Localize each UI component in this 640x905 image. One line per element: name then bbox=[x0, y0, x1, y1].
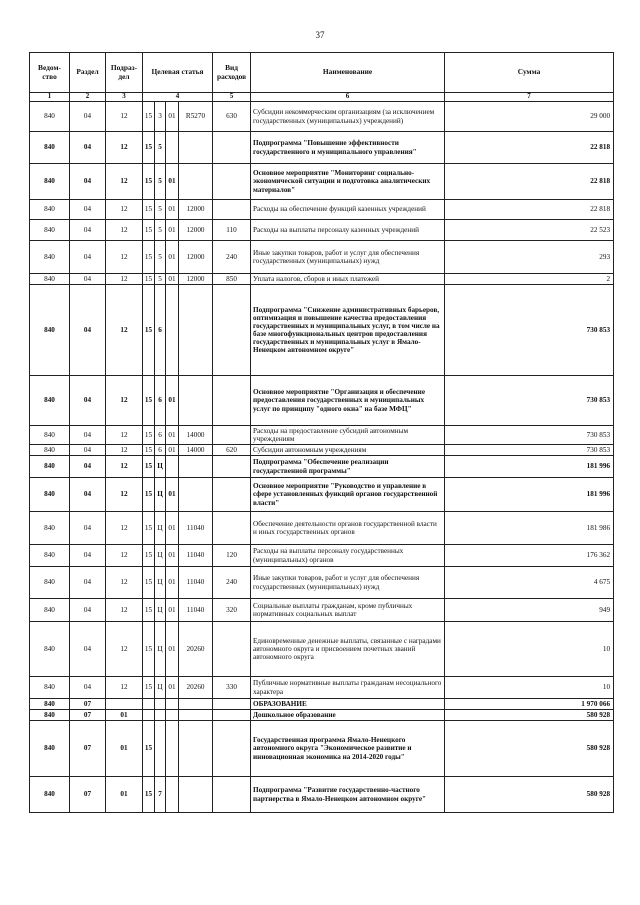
cell-sum: 10 bbox=[445, 677, 614, 699]
cell-expense-type bbox=[213, 164, 251, 200]
header-dept: Ведом-ство bbox=[30, 53, 70, 93]
cell-dept: 840 bbox=[30, 456, 70, 478]
cell-section: 04 bbox=[70, 456, 106, 478]
cell-name: Основное мероприятие "Мониторинг социально-экономической ситуации и подготовка аналитических материалов" bbox=[251, 164, 445, 200]
cell-subsection: 01 bbox=[106, 710, 143, 721]
table-row bbox=[30, 545, 614, 567]
cell-expense-type: 240 bbox=[213, 567, 251, 599]
cell-expense-type: 630 bbox=[213, 102, 251, 132]
cell-dept: 840 bbox=[30, 478, 70, 512]
cell-expense-type bbox=[213, 376, 251, 426]
cell-target-activity: 01 bbox=[166, 545, 179, 567]
cell-sum: 181 986 bbox=[445, 512, 614, 545]
cell-name: Единовременные денежные выплаты, связанные с наградами автономного округа и присвоением почетных званий автономного округа bbox=[251, 622, 445, 677]
cell-target-direction bbox=[179, 710, 213, 721]
cell-subsection: 12 bbox=[106, 220, 143, 241]
cell-dept: 840 bbox=[30, 426, 70, 445]
page-number: 37 bbox=[315, 30, 325, 40]
table-row bbox=[30, 285, 614, 376]
cell-target-program: 15 bbox=[143, 102, 155, 132]
cell-target-activity: 01 bbox=[166, 376, 179, 426]
cell-sum: 730 853 bbox=[445, 376, 614, 426]
cell-target-direction: 12000 bbox=[179, 220, 213, 241]
cell-expense-type bbox=[213, 456, 251, 478]
cell-section: 04 bbox=[70, 478, 106, 512]
cell-target-subprogram: Ц bbox=[155, 545, 166, 567]
cell-target-subprogram: 6 bbox=[155, 376, 166, 426]
cell-target-direction bbox=[179, 285, 213, 376]
cell-sum: 949 bbox=[445, 599, 614, 622]
cell-subsection: 12 bbox=[106, 567, 143, 599]
table-row bbox=[30, 132, 614, 164]
cell-target-program: 15 bbox=[143, 285, 155, 376]
table-body bbox=[30, 102, 614, 813]
cell-subsection: 12 bbox=[106, 426, 143, 445]
cell-target-direction bbox=[179, 132, 213, 164]
cell-target-program: 15 bbox=[143, 599, 155, 622]
cell-target-direction: 11040 bbox=[179, 599, 213, 622]
cell-target-activity bbox=[166, 699, 179, 710]
cell-target-direction: 14000 bbox=[179, 445, 213, 456]
cell-expense-type bbox=[213, 710, 251, 721]
cell-target-subprogram: 6 bbox=[155, 426, 166, 445]
cell-target-program: 15 bbox=[143, 567, 155, 599]
cell-section: 04 bbox=[70, 376, 106, 426]
header-name: Наименование bbox=[251, 53, 445, 93]
cell-target-direction: 11040 bbox=[179, 567, 213, 599]
cell-target-subprogram: 6 bbox=[155, 445, 166, 456]
cell-section: 04 bbox=[70, 677, 106, 699]
cell-target-direction: 14000 bbox=[179, 426, 213, 445]
cell-dept: 840 bbox=[30, 274, 70, 285]
cell-target-direction: 12000 bbox=[179, 274, 213, 285]
cell-target-activity: 01 bbox=[166, 677, 179, 699]
cell-target-activity: 01 bbox=[166, 567, 179, 599]
cell-target-activity: 01 bbox=[166, 426, 179, 445]
cell-target-activity bbox=[166, 456, 179, 478]
cell-target-direction bbox=[179, 721, 213, 777]
table-row bbox=[30, 200, 614, 220]
column-number: 4 bbox=[143, 93, 213, 102]
cell-target-activity: 01 bbox=[166, 102, 179, 132]
cell-target-subprogram: 5 bbox=[155, 132, 166, 164]
cell-target-subprogram: Ц bbox=[155, 567, 166, 599]
cell-target-activity bbox=[166, 777, 179, 813]
cell-subsection: 12 bbox=[106, 274, 143, 285]
cell-expense-type bbox=[213, 777, 251, 813]
cell-target-program: 15 bbox=[143, 164, 155, 200]
table-row bbox=[30, 164, 614, 200]
cell-target-program: 15 bbox=[143, 200, 155, 220]
cell-sum: 580 928 bbox=[445, 777, 614, 813]
budget-table bbox=[29, 52, 614, 813]
cell-dept: 840 bbox=[30, 102, 70, 132]
cell-subsection: 12 bbox=[106, 285, 143, 376]
cell-sum: 22 818 bbox=[445, 164, 614, 200]
cell-target-direction: 20260 bbox=[179, 677, 213, 699]
cell-target-program bbox=[143, 699, 155, 710]
cell-section: 07 bbox=[70, 710, 106, 721]
cell-dept: 840 bbox=[30, 599, 70, 622]
cell-section: 04 bbox=[70, 567, 106, 599]
cell-target-program: 15 bbox=[143, 545, 155, 567]
table-row bbox=[30, 777, 614, 813]
cell-target-subprogram bbox=[155, 721, 166, 777]
cell-target-activity: 01 bbox=[166, 599, 179, 622]
cell-target-program: 15 bbox=[143, 478, 155, 512]
cell-name: Субсидии некоммерческим организациям (за исключением государственных (муниципальных) учреждений) bbox=[251, 102, 445, 132]
cell-sum: 730 853 bbox=[445, 445, 614, 456]
column-number: 6 bbox=[251, 93, 445, 102]
cell-expense-type bbox=[213, 478, 251, 512]
cell-section: 07 bbox=[70, 699, 106, 710]
cell-expense-type: 850 bbox=[213, 274, 251, 285]
cell-subsection: 12 bbox=[106, 132, 143, 164]
cell-target-program: 15 bbox=[143, 376, 155, 426]
table-row bbox=[30, 426, 614, 445]
cell-dept: 840 bbox=[30, 699, 70, 710]
cell-target-direction: 12000 bbox=[179, 200, 213, 220]
cell-target-program: 15 bbox=[143, 426, 155, 445]
table-row bbox=[30, 699, 614, 710]
cell-name: Иные закупки товаров, работ и услуг для обеспечения государственных (муниципальных) нужд bbox=[251, 567, 445, 599]
cell-target-subprogram: 7 bbox=[155, 777, 166, 813]
cell-target-direction bbox=[179, 164, 213, 200]
header-sum: Сумма bbox=[445, 53, 614, 93]
cell-dept: 840 bbox=[30, 777, 70, 813]
cell-dept: 840 bbox=[30, 164, 70, 200]
cell-target-program bbox=[143, 710, 155, 721]
cell-sum: 22 523 bbox=[445, 220, 614, 241]
cell-subsection: 12 bbox=[106, 622, 143, 677]
cell-subsection: 12 bbox=[106, 445, 143, 456]
cell-expense-type bbox=[213, 721, 251, 777]
cell-target-direction bbox=[179, 376, 213, 426]
table-row bbox=[30, 274, 614, 285]
cell-section: 04 bbox=[70, 545, 106, 567]
cell-dept: 840 bbox=[30, 710, 70, 721]
cell-target-program: 15 bbox=[143, 274, 155, 285]
cell-expense-type bbox=[213, 699, 251, 710]
cell-dept: 840 bbox=[30, 376, 70, 426]
table-row bbox=[30, 710, 614, 721]
cell-name: Расходы на выплаты персоналу государственных (муниципальных) органов bbox=[251, 545, 445, 567]
cell-target-program: 15 bbox=[143, 622, 155, 677]
cell-target-subprogram: Ц bbox=[155, 622, 166, 677]
cell-sum: 10 bbox=[445, 622, 614, 677]
cell-section: 07 bbox=[70, 721, 106, 777]
cell-sum: 580 928 bbox=[445, 721, 614, 777]
cell-target-program: 15 bbox=[143, 132, 155, 164]
cell-sum: 181 996 bbox=[445, 478, 614, 512]
cell-target-program: 15 bbox=[143, 512, 155, 545]
cell-target-program: 15 bbox=[143, 777, 155, 813]
cell-subsection: 12 bbox=[106, 241, 143, 274]
cell-dept: 840 bbox=[30, 567, 70, 599]
cell-subsection: 12 bbox=[106, 545, 143, 567]
cell-dept: 840 bbox=[30, 677, 70, 699]
table-row bbox=[30, 241, 614, 274]
cell-name: Подпрограмма "Развитие государственно-частного партнерства в Ямало-Ненецком автономном округе" bbox=[251, 777, 445, 813]
cell-name: Расходы на предоставление субсидий автономным учреждениям bbox=[251, 426, 445, 445]
cell-dept: 840 bbox=[30, 241, 70, 274]
cell-target-program: 15 bbox=[143, 445, 155, 456]
cell-name: Иные закупки товаров, работ и услуг для обеспечения государственных (муниципальных) нужд bbox=[251, 241, 445, 274]
cell-name: Основное мероприятие "Организация и обеспечение предоставления государственных и муниципальных услуг по принципу "одного окна" на базе МФЦ" bbox=[251, 376, 445, 426]
table-row bbox=[30, 721, 614, 777]
cell-section: 04 bbox=[70, 512, 106, 545]
header-exp-type: Вид расходов bbox=[213, 53, 251, 93]
table-row bbox=[30, 599, 614, 622]
cell-target-program: 15 bbox=[143, 220, 155, 241]
cell-target-direction bbox=[179, 699, 213, 710]
cell-section: 04 bbox=[70, 241, 106, 274]
cell-target-subprogram: Ц bbox=[155, 677, 166, 699]
cell-name: Дошкольное образование bbox=[251, 710, 445, 721]
cell-target-subprogram: Ц bbox=[155, 599, 166, 622]
cell-sum: 1 970 066 bbox=[445, 699, 614, 710]
cell-expense-type: 240 bbox=[213, 241, 251, 274]
cell-target-activity bbox=[166, 710, 179, 721]
cell-expense-type: 120 bbox=[213, 545, 251, 567]
cell-target-subprogram: 5 bbox=[155, 274, 166, 285]
cell-subsection: 12 bbox=[106, 102, 143, 132]
cell-expense-type bbox=[213, 200, 251, 220]
cell-subsection: 01 bbox=[106, 777, 143, 813]
cell-target-subprogram: 6 bbox=[155, 285, 166, 376]
cell-target-subprogram: 5 bbox=[155, 220, 166, 241]
cell-name: ОБРАЗОВАНИЕ bbox=[251, 699, 445, 710]
cell-subsection: 12 bbox=[106, 478, 143, 512]
cell-sum: 22 818 bbox=[445, 132, 614, 164]
cell-target-activity: 01 bbox=[166, 445, 179, 456]
cell-target-direction: 12000 bbox=[179, 241, 213, 274]
table-row bbox=[30, 622, 614, 677]
table-row bbox=[30, 567, 614, 599]
cell-sum: 4 675 bbox=[445, 567, 614, 599]
table-row bbox=[30, 677, 614, 699]
table-row bbox=[30, 456, 614, 478]
cell-expense-type bbox=[213, 426, 251, 445]
cell-target-activity: 01 bbox=[166, 512, 179, 545]
cell-target-direction bbox=[179, 777, 213, 813]
cell-target-direction: 20260 bbox=[179, 622, 213, 677]
cell-section: 04 bbox=[70, 622, 106, 677]
table-row bbox=[30, 376, 614, 426]
cell-sum: 22 818 bbox=[445, 200, 614, 220]
cell-expense-type bbox=[213, 622, 251, 677]
cell-section: 04 bbox=[70, 220, 106, 241]
cell-subsection: 12 bbox=[106, 677, 143, 699]
cell-dept: 840 bbox=[30, 445, 70, 456]
cell-name: Публичные нормативные выплаты гражданам несоциального характера bbox=[251, 677, 445, 699]
cell-expense-type bbox=[213, 285, 251, 376]
header-subsection: Подраз-дел bbox=[106, 53, 143, 93]
cell-section: 04 bbox=[70, 599, 106, 622]
cell-target-program: 15 bbox=[143, 456, 155, 478]
cell-section: 04 bbox=[70, 200, 106, 220]
table-row bbox=[30, 512, 614, 545]
cell-target-activity: 01 bbox=[166, 220, 179, 241]
cell-sum: 2 bbox=[445, 274, 614, 285]
cell-section: 04 bbox=[70, 164, 106, 200]
cell-section: 04 bbox=[70, 132, 106, 164]
column-number: 1 bbox=[30, 93, 70, 102]
cell-expense-type: 320 bbox=[213, 599, 251, 622]
cell-target-direction: 11040 bbox=[179, 512, 213, 545]
cell-subsection: 12 bbox=[106, 376, 143, 426]
cell-target-program: 15 bbox=[143, 241, 155, 274]
column-number: 2 bbox=[70, 93, 106, 102]
column-number-row bbox=[30, 93, 614, 102]
cell-dept: 840 bbox=[30, 545, 70, 567]
cell-section: 04 bbox=[70, 274, 106, 285]
cell-target-subprogram: Ц bbox=[155, 456, 166, 478]
cell-subsection: 12 bbox=[106, 456, 143, 478]
cell-dept: 840 bbox=[30, 220, 70, 241]
cell-dept: 840 bbox=[30, 512, 70, 545]
cell-sum: 181 996 bbox=[445, 456, 614, 478]
cell-subsection bbox=[106, 699, 143, 710]
cell-target-subprogram bbox=[155, 710, 166, 721]
cell-expense-type: 330 bbox=[213, 677, 251, 699]
cell-target-direction: 11040 bbox=[179, 545, 213, 567]
column-number: 3 bbox=[106, 93, 143, 102]
cell-subsection: 12 bbox=[106, 512, 143, 545]
table-row bbox=[30, 445, 614, 456]
cell-name: Подпрограмма "Обеспечение реализации государственной программы" bbox=[251, 456, 445, 478]
cell-sum: 580 928 bbox=[445, 710, 614, 721]
cell-expense-type bbox=[213, 512, 251, 545]
cell-subsection: 12 bbox=[106, 200, 143, 220]
cell-target-subprogram: 5 bbox=[155, 164, 166, 200]
cell-name: Подпрограмма "Повышение эффективности государственного и муниципального управления" bbox=[251, 132, 445, 164]
cell-target-activity bbox=[166, 132, 179, 164]
header-section: Раздел bbox=[70, 53, 106, 93]
cell-subsection: 12 bbox=[106, 599, 143, 622]
cell-sum: 176 362 bbox=[445, 545, 614, 567]
cell-name: Основное мероприятие "Руководство и управление в сфере установленных функций органов государственной власти" bbox=[251, 478, 445, 512]
cell-dept: 840 bbox=[30, 622, 70, 677]
header-row bbox=[30, 53, 614, 93]
cell-section: 04 bbox=[70, 445, 106, 456]
cell-target-activity: 01 bbox=[166, 478, 179, 512]
cell-target-direction bbox=[179, 456, 213, 478]
cell-name: Расходы на обеспечение функций казенных учреждений bbox=[251, 200, 445, 220]
cell-target-activity: 01 bbox=[166, 274, 179, 285]
cell-name: Субсидии автономным учреждениям bbox=[251, 445, 445, 456]
cell-target-activity bbox=[166, 721, 179, 777]
cell-target-subprogram: Ц bbox=[155, 512, 166, 545]
cell-sum: 730 853 bbox=[445, 426, 614, 445]
cell-target-direction bbox=[179, 478, 213, 512]
cell-target-program: 15 bbox=[143, 721, 155, 777]
cell-expense-type: 110 bbox=[213, 220, 251, 241]
cell-section: 04 bbox=[70, 426, 106, 445]
cell-target-program: 15 bbox=[143, 677, 155, 699]
cell-target-subprogram: 5 bbox=[155, 241, 166, 274]
cell-target-subprogram bbox=[155, 699, 166, 710]
column-number: 5 bbox=[213, 93, 251, 102]
cell-target-activity: 01 bbox=[166, 164, 179, 200]
cell-section: 04 bbox=[70, 285, 106, 376]
cell-section: 07 bbox=[70, 777, 106, 813]
cell-name: Уплата налогов, сборов и иных платежей bbox=[251, 274, 445, 285]
cell-name: Расходы на выплаты персоналу казенных учреждений bbox=[251, 220, 445, 241]
cell-name: Социальные выплаты гражданам, кроме публичных нормативных социальных выплат bbox=[251, 599, 445, 622]
cell-name: Государственная программа Ямало-Ненецкого автономного округа "Экономическое развитие и инновационная экономика на 2014-2020 годы" bbox=[251, 721, 445, 777]
table-row bbox=[30, 102, 614, 132]
cell-subsection: 12 bbox=[106, 164, 143, 200]
cell-subsection: 01 bbox=[106, 721, 143, 777]
cell-section: 04 bbox=[70, 102, 106, 132]
cell-target-activity bbox=[166, 285, 179, 376]
cell-dept: 840 bbox=[30, 200, 70, 220]
cell-name: Подпрограмма "Снижение административных барьеров, оптимизация и повышение качества предоставления государственных и муниципальных услуг, в том числе на базе многофункциональных центров предоставления государственных и муниципальных услуг в Ямало-Ненецком автономном округе" bbox=[251, 285, 445, 376]
cell-dept: 840 bbox=[30, 132, 70, 164]
cell-target-subprogram: 3 bbox=[155, 102, 166, 132]
header-target: Целевая статья bbox=[143, 53, 213, 93]
cell-target-direction: R5270 bbox=[179, 102, 213, 132]
cell-name: Обеспечение деятельности органов государственной власти и иных государственных органов bbox=[251, 512, 445, 545]
cell-target-subprogram: Ц bbox=[155, 478, 166, 512]
cell-target-activity: 01 bbox=[166, 200, 179, 220]
cell-sum: 29 000 bbox=[445, 102, 614, 132]
cell-expense-type: 620 bbox=[213, 445, 251, 456]
table-row bbox=[30, 478, 614, 512]
cell-sum: 730 853 bbox=[445, 285, 614, 376]
cell-sum: 293 bbox=[445, 241, 614, 274]
cell-target-activity: 01 bbox=[166, 241, 179, 274]
cell-dept: 840 bbox=[30, 721, 70, 777]
cell-expense-type bbox=[213, 132, 251, 164]
table-row bbox=[30, 220, 614, 241]
cell-target-activity: 01 bbox=[166, 622, 179, 677]
cell-target-subprogram: 5 bbox=[155, 200, 166, 220]
column-number: 7 bbox=[445, 93, 614, 102]
cell-dept: 840 bbox=[30, 285, 70, 376]
